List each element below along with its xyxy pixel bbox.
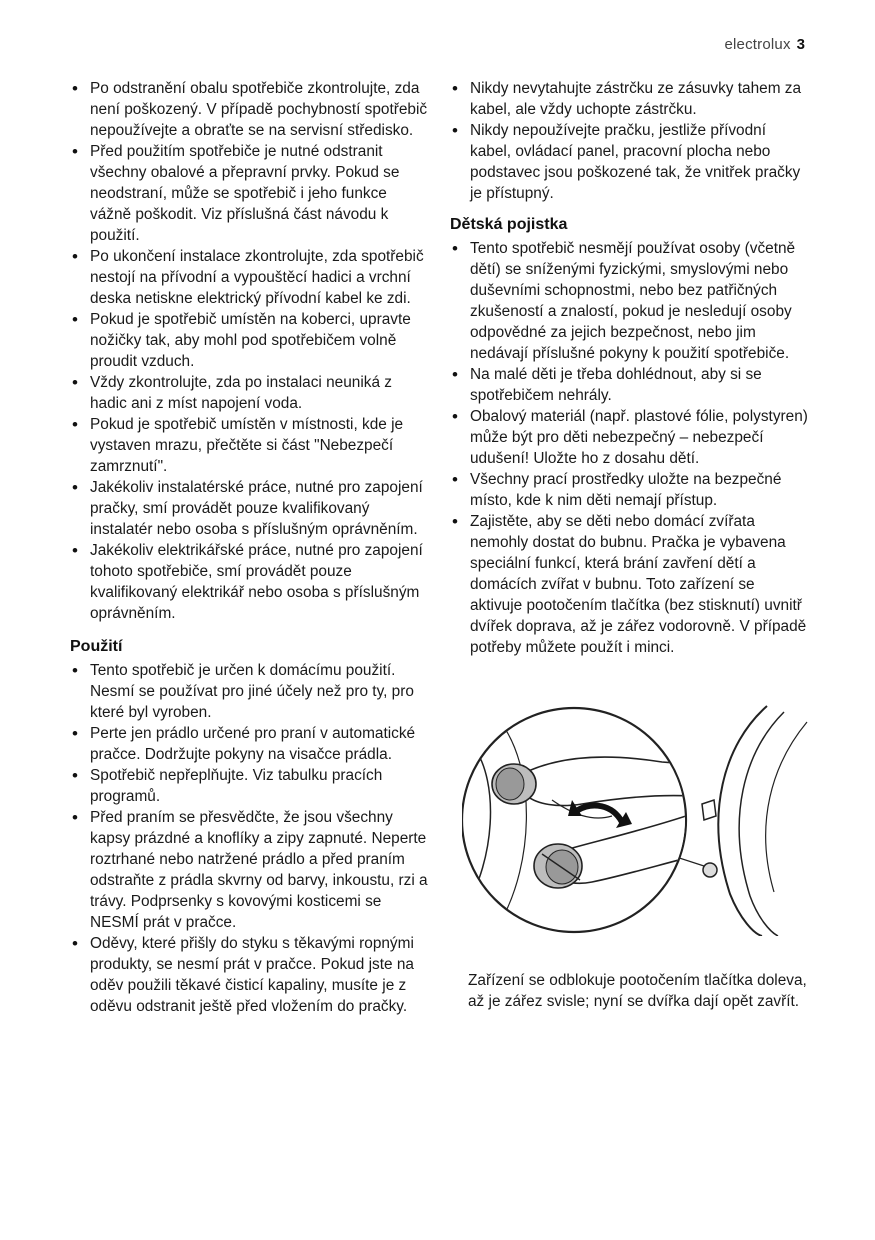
section-title-use: Použití bbox=[70, 638, 123, 655]
installation-list bbox=[70, 78, 428, 624]
list-item: • Tento spotřebič nesmějí používat osoby (včetně dětí) se sníženými fyzickými, smyslovými nebo duševními schopnostmi, nebo bez patřičných zkušeností a znalostí, pokud je nesledují osoby odpovědné za jejich bezpečnost, nebo jim nedávají příslušné pokyny k použití spotřebiče. bbox=[450, 238, 810, 364]
list-item: • Oděvy, které přišly do styku s těkavými ropnými produkty, se nesmí prát v pračce. Pokud jste na oděv použili těkavé čisticí kapaliny, musíte je z oděvu odstranit ještě před vložením do pračky. bbox=[70, 933, 428, 1017]
lock-knob-small-icon bbox=[703, 863, 717, 877]
right-column bbox=[450, 78, 810, 1012]
list-item: • Obalový materiál (např. plastové fólie, polystyren) může být pro děti nebezpečný – nebezpečí udušení! Uložte ho z dosahu dětí. bbox=[450, 406, 810, 469]
use-list bbox=[70, 660, 428, 1017]
magnify-circle bbox=[462, 708, 686, 932]
left-column bbox=[70, 78, 428, 1017]
list-item: • Po odstranění obalu spotřebiče zkontrolujte, zda není poškozený. V případě pochybností spotřebič nepoužívejte a obraťte se na servisní středisko. bbox=[70, 78, 428, 141]
door-rim-line bbox=[718, 706, 767, 936]
section-title-child-lock: Dětská pojistka bbox=[450, 216, 568, 233]
list-item: • Před použitím spotřebiče je nutné odstranit všechny obalové a přepravní prvky. Pokud se neodstraní, může se spotřebič i jeho funkce vážně poškodit. Viz příslušná část návodu k použití. bbox=[70, 141, 428, 246]
figure-caption: Zařízení se odblokuje pootočením tlačítka doleva, až je zářez svisle; nyní se dvířka dají opět zavřít. bbox=[468, 972, 807, 1010]
list-item: • Pokud je spotřebič umístěn v místnosti, kde je vystaven mrazu, přečtěte si část "Nebezpečí zamrznutí". bbox=[70, 414, 428, 477]
child-lock-illustration bbox=[462, 704, 810, 936]
list-item: • Po ukončení instalace zkontrolujte, zda spotřebič nestojí na přívodní a vypouštěcí hadici a vrchní deska netiskne elektrický přívodní kabel ke zdi. bbox=[70, 246, 428, 309]
list-item: • Tento spotřebič je určen k domácímu použití. Nesmí se používat pro jiné účely než pro ty, pro které byl vyroben. bbox=[70, 660, 428, 723]
list-item: • Všechny prací prostředky uložte na bezpečné místo, kde k nim děti nemají přístup. bbox=[450, 469, 810, 511]
list-item: • Jakékoliv instalatérské práce, nutné pro zapojení pračky, smí provádět pouze kvalifikovaný instalatér nebo osoba s příslušným oprávněním. bbox=[70, 477, 428, 540]
list-item: • Vždy zkontrolujte, zda po instalaci neuniká z hadic ani z míst napojení voda. bbox=[70, 372, 428, 414]
list-item: • Nikdy nepoužívejte pračku, jestliže přívodní kabel, ovládací panel, pracovní plocha nebo podstavec jsou poškozené tak, že vnitřek pračky je přístupný. bbox=[450, 120, 810, 204]
door-rim-line bbox=[766, 722, 807, 892]
child-lock-list bbox=[450, 238, 810, 658]
page-header bbox=[724, 36, 805, 53]
door-notch-icon bbox=[702, 800, 716, 820]
list-item: • Jakékoliv elektrikářské práce, nutné pro zapojení tohoto spotřebiče, smí provádět pouze kvalifikovaný elektrikář nebo osoba s příslušným oprávněním. bbox=[70, 540, 428, 624]
list-item: • Spotřebič nepřeplňujte. Viz tabulku pracích programů. bbox=[70, 765, 428, 807]
list-item: • Před praním se přesvědčte, že jsou všechny kapsy prázdné a knoflíky a zipy zapnuté. Neperte roztrhané nebo natržené prádlo a před praním odstraňte z prádla skvrny od barvy, inkoustu, rzi a trávy. Podprsenky s kovovými kosticemi se NESMÍ prát v pračce. bbox=[70, 807, 428, 933]
child-lock-drawing bbox=[462, 704, 810, 936]
list-item: • Pokud je spotřebič umístěn na koberci, upravte nožičky tak, aby mohl pod spotřebičem volně proudit vzduch. bbox=[70, 309, 428, 372]
brand-name: electrolux bbox=[724, 36, 791, 53]
list-item: • Na malé děti je třeba dohlédnout, aby si se spotřebičem nehrály. bbox=[450, 364, 810, 406]
list-item: • Zajistěte, aby se děti nebo domácí zvířata nemohly dostat do bubnu. Pračka je vybavena speciální funkcí, která brání zavření dětí a domácích zvířat v bubnu. Toto zařízení se aktivuje pootočením tlačítka (bez stisknutí) uvnitř dvířek doprava, až je zářez vodorovně. V případě potřeby můžete použít i minci. bbox=[450, 511, 810, 658]
page-number: 3 bbox=[796, 36, 805, 53]
list-item: • Nikdy nevytahujte zástrčku ze zásuvky tahem za kabel, ale vždy uchopte zástrčku. bbox=[450, 78, 810, 120]
door-rim-line bbox=[739, 712, 784, 936]
cable-safety-list bbox=[450, 78, 810, 204]
list-item: • Perte jen prádlo určené pro praní v automatické pračce. Dodržujte pokyny na visačce prádla. bbox=[70, 723, 428, 765]
